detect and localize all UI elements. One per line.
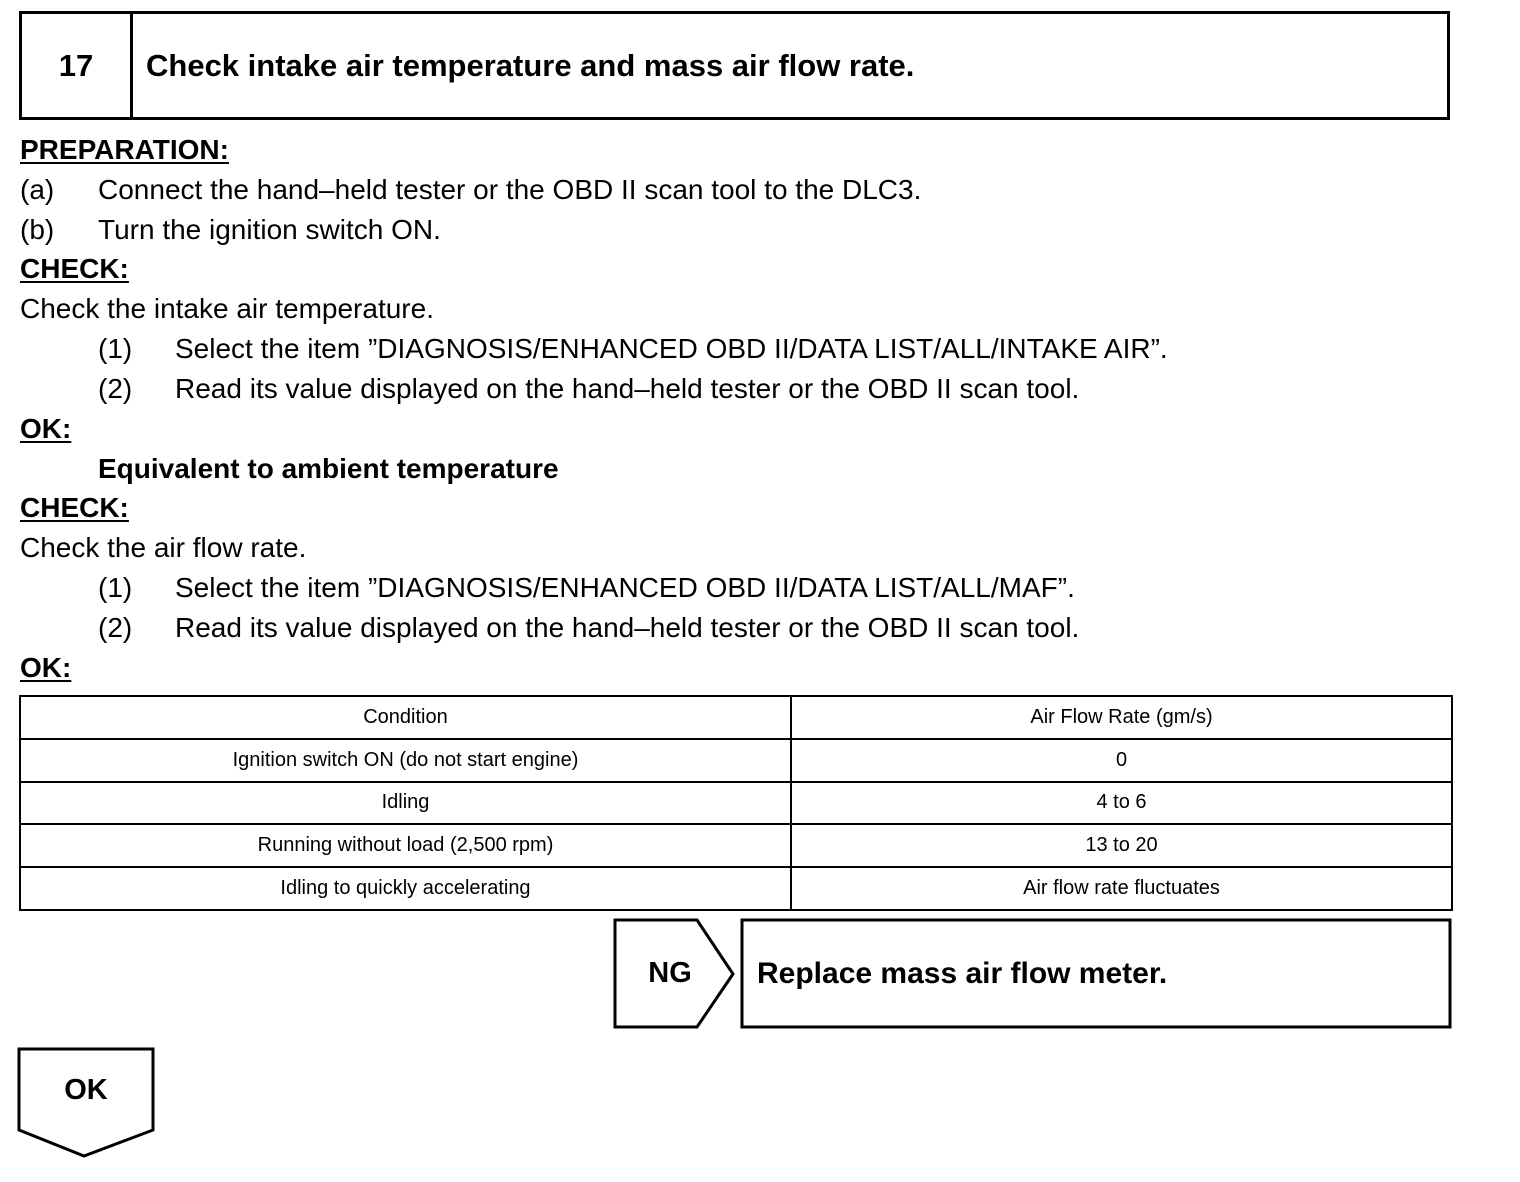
check-heading-airflow: CHECK: — [20, 492, 129, 523]
item-label: (1) — [98, 572, 133, 603]
table-cell: 4 to 6 — [791, 782, 1452, 825]
ok-flow-label: OK — [64, 1073, 108, 1106]
item-text: Connect the hand–held tester or the OBD II scan tool to the DLC3. — [98, 174, 922, 205]
item-label: (b) — [20, 214, 55, 245]
check-intro-intake: Check the intake air temperature. — [20, 293, 434, 324]
check-intro-airflow: Check the air flow rate. — [20, 532, 307, 563]
item-text: Turn the ignition switch ON. — [98, 214, 441, 245]
table-header-cell: Air Flow Rate (gm/s) — [791, 696, 1452, 739]
step-title: Check intake air temperature and mass air flow rate. — [146, 47, 915, 83]
table-cell: Idling — [20, 782, 791, 825]
table-cell: 0 — [791, 739, 1452, 782]
item-text: Read its value displayed on the hand–held tester or the OBD II scan tool. — [175, 373, 1080, 404]
table-cell: Running without load (2,500 rpm) — [20, 824, 791, 867]
table-cell: Idling to quickly accelerating — [20, 867, 791, 910]
table-cell: Ignition switch ON (do not start engine) — [20, 739, 791, 782]
check-heading-intake: CHECK: — [20, 253, 129, 284]
ng-label: NG — [648, 957, 692, 989]
step-number: 17 — [58, 47, 94, 83]
table-cell: Air flow rate fluctuates — [791, 867, 1452, 910]
preparation-heading: PREPARATION: — [20, 134, 229, 165]
table-header-cell: Condition — [20, 696, 791, 739]
ng-action-text: Replace mass air flow meter. — [757, 956, 1168, 990]
item-label: (2) — [98, 373, 133, 404]
item-text: Select the item ”DIAGNOSIS/ENHANCED OBD II/DATA LIST/ALL/MAF”. — [175, 572, 1075, 603]
item-label: (2) — [98, 612, 133, 643]
ok-heading-airflow: OK: — [20, 652, 72, 683]
item-text: Select the item ”DIAGNOSIS/ENHANCED OBD II/DATA LIST/ALL/INTAKE AIR”. — [175, 333, 1168, 364]
table-cell: 13 to 20 — [791, 824, 1452, 867]
item-text: Read its value displayed on the hand–held tester or the OBD II scan tool. — [175, 612, 1080, 643]
item-label: (a) — [20, 174, 55, 205]
item-label: (1) — [98, 333, 133, 364]
ok-value-intake: Equivalent to ambient temperature — [98, 453, 559, 484]
ok-heading-intake: OK: — [20, 413, 72, 444]
